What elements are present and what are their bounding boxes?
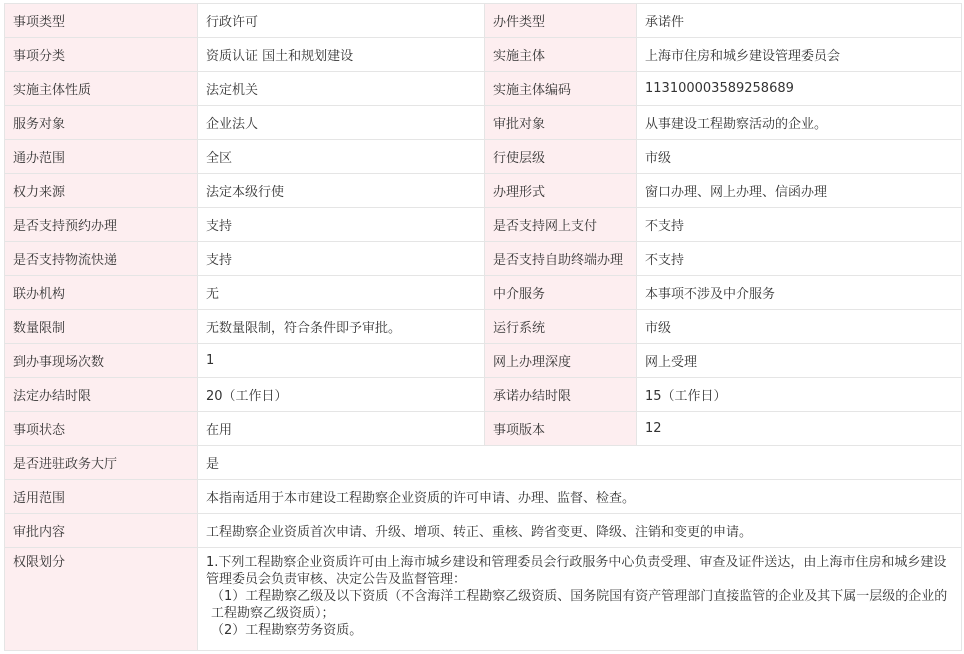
table-row-authority bbox=[5, 548, 962, 651]
table-row bbox=[5, 412, 962, 446]
field-label: 运行系统 bbox=[485, 310, 637, 344]
field-label: 承诺办结时限 bbox=[485, 378, 637, 412]
field-value: 窗口办理、网上办理、信函办理 bbox=[637, 174, 962, 208]
table-row bbox=[5, 514, 962, 548]
field-label: 是否进驻政务大厅 bbox=[5, 446, 198, 480]
field-value: 全区 bbox=[198, 140, 485, 174]
table-row bbox=[5, 208, 962, 242]
field-label: 审批对象 bbox=[485, 106, 637, 140]
authority-value bbox=[198, 548, 962, 651]
field-label: 事项分类 bbox=[5, 38, 198, 72]
field-value: 支持 bbox=[198, 208, 485, 242]
field-value: 是 bbox=[198, 446, 962, 480]
field-value: 113100003589258689 bbox=[637, 72, 962, 106]
field-value: 在用 bbox=[198, 412, 485, 446]
table-row bbox=[5, 38, 962, 72]
table-row bbox=[5, 106, 962, 140]
table-row bbox=[5, 446, 962, 480]
field-value: 不支持 bbox=[637, 242, 962, 276]
field-label: 是否支持预约办理 bbox=[5, 208, 198, 242]
table-row bbox=[5, 310, 962, 344]
field-value: 从事建设工程勘察活动的企业。 bbox=[637, 106, 962, 140]
field-label: 实施主体 bbox=[485, 38, 637, 72]
field-value: 本事项不涉及中介服务 bbox=[637, 276, 962, 310]
field-value: 资质认证 国土和规划建设 bbox=[198, 38, 485, 72]
table-row bbox=[5, 242, 962, 276]
field-label: 到办事现场次数 bbox=[5, 344, 198, 378]
field-label: 事项版本 bbox=[485, 412, 637, 446]
field-value: 无 bbox=[198, 276, 485, 310]
field-label: 事项类型 bbox=[5, 4, 198, 38]
table-row bbox=[5, 344, 962, 378]
field-label: 办件类型 bbox=[485, 4, 637, 38]
field-label: 联办机构 bbox=[5, 276, 198, 310]
field-label: 服务对象 bbox=[5, 106, 198, 140]
field-label: 审批内容 bbox=[5, 514, 198, 548]
field-value: 法定本级行使 bbox=[198, 174, 485, 208]
field-label: 实施主体编码 bbox=[485, 72, 637, 106]
field-value: 无数量限制，符合条件即予审批。 bbox=[198, 310, 485, 344]
field-value: 本指南适用于本市建设工程勘察企业资质的许可申请、办理、监督、检查。 bbox=[198, 480, 962, 514]
field-value: 市级 bbox=[637, 140, 962, 174]
field-label: 中介服务 bbox=[485, 276, 637, 310]
field-value: 工程勘察企业资质首次申请、升级、增项、转正、重核、跨省变更、降级、注销和变更的申请。 bbox=[198, 514, 962, 548]
table-row bbox=[5, 174, 962, 208]
field-label: 法定办结时限 bbox=[5, 378, 198, 412]
authority-paragraph-1: 1.下列工程勘察企业资质许可由上海市城乡建设和管理委员会行政服务中心负责受理、审查及证件送达，由上海市住房和城乡建设管理委员会负责审核、决定公告及监督管理： bbox=[206, 555, 947, 587]
field-value: 上海市住房和城乡建设管理委员会 bbox=[637, 38, 962, 72]
field-label: 适用范围 bbox=[5, 480, 198, 514]
field-label: 办理形式 bbox=[485, 174, 637, 208]
field-value: 网上受理 bbox=[637, 344, 962, 378]
table-row bbox=[5, 480, 962, 514]
table-row bbox=[5, 4, 962, 38]
table-row bbox=[5, 378, 962, 412]
field-label: 是否支持物流快递 bbox=[5, 242, 198, 276]
table-row bbox=[5, 140, 962, 174]
field-label: 网上办理深度 bbox=[485, 344, 637, 378]
field-label: 行使层级 bbox=[485, 140, 637, 174]
field-value: 市级 bbox=[637, 310, 962, 344]
item-detail-table bbox=[4, 3, 962, 651]
field-value: 不支持 bbox=[637, 208, 962, 242]
field-label: 权限划分 bbox=[5, 548, 198, 651]
field-value: 12 bbox=[637, 412, 962, 446]
field-value: 企业法人 bbox=[198, 106, 485, 140]
field-value: 1 bbox=[198, 344, 485, 378]
field-value: 行政许可 bbox=[198, 4, 485, 38]
field-value: 20（工作日） bbox=[198, 378, 485, 412]
authority-paragraph-3: （2）工程勘察劳务资质。 bbox=[211, 623, 363, 638]
field-label: 是否支持自助终端办理 bbox=[485, 242, 637, 276]
field-value: 法定机关 bbox=[198, 72, 485, 106]
field-label: 是否支持网上支付 bbox=[485, 208, 637, 242]
field-label: 数量限制 bbox=[5, 310, 198, 344]
field-label: 通办范围 bbox=[5, 140, 198, 174]
field-label: 权力来源 bbox=[5, 174, 198, 208]
field-value: 15（工作日） bbox=[637, 378, 962, 412]
field-label: 事项状态 bbox=[5, 412, 198, 446]
field-label: 实施主体性质 bbox=[5, 72, 198, 106]
field-value: 支持 bbox=[198, 242, 485, 276]
table-row bbox=[5, 72, 962, 106]
authority-paragraph-2: （1）工程勘察乙级及以下资质（不含海洋工程勘察乙级资质、国务院国有资产管理部门直接监管的企业及其下属一层级的企业的工程勘察乙级资质）； bbox=[211, 589, 948, 621]
field-value: 承诺件 bbox=[637, 4, 962, 38]
table-row bbox=[5, 276, 962, 310]
